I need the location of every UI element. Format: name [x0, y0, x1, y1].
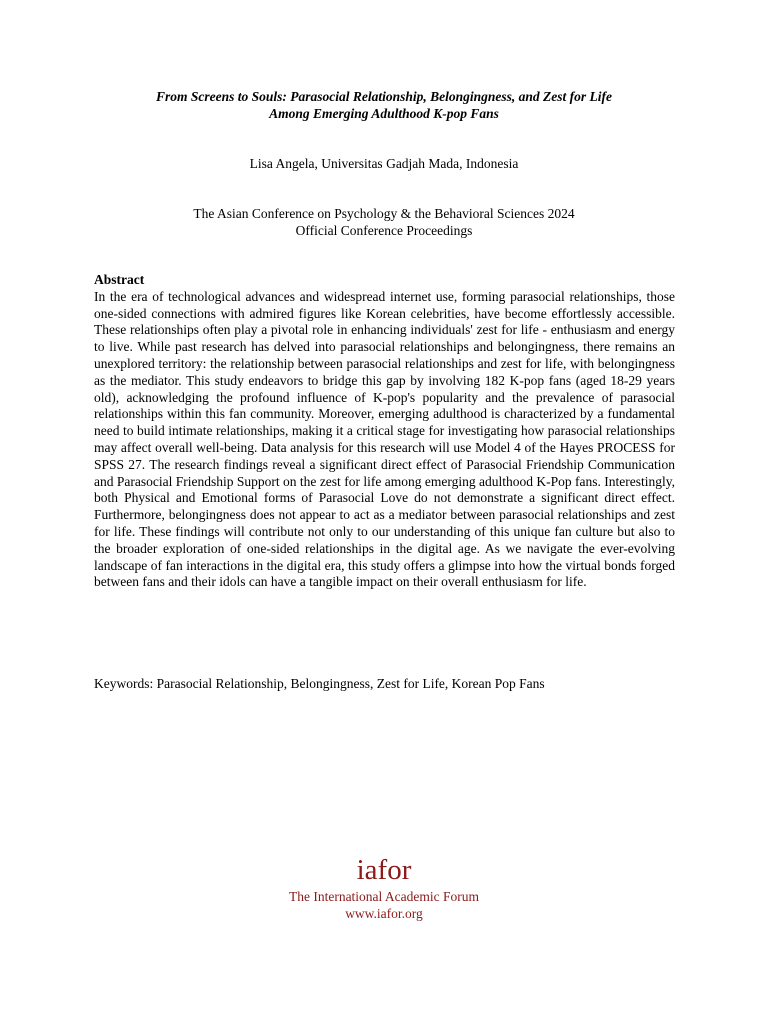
conference-info	[60, 205, 708, 239]
keywords: Keywords: Parasocial Relationship, Belongingness, Zest for Life, Korean Pop Fans	[94, 676, 545, 691]
title-line-2: Among Emerging Adulthood K-pop Fans	[269, 106, 499, 121]
iafor-logo: iafor	[356, 854, 412, 886]
website-url: www.iafor.org	[345, 906, 423, 921]
title-line-1: From Screens to Souls: Parasocial Relationship, Belongingness, and Zest for Life	[155, 89, 613, 104]
abstract-section	[94, 272, 675, 591]
author-affiliation: Lisa Angela, Universitas Gadjah Mada, Indonesia	[249, 156, 519, 171]
publisher-footer	[60, 852, 708, 922]
conference-name: The Asian Conference on Psychology & the Behavioral Sciences 2024	[193, 206, 575, 221]
paper-title	[60, 88, 708, 122]
abstract-body: In the era of technological advances and widespread internet use, forming parasocial relationships, those one-sided connections with admired figures like Korean celebrities, have become effortlessly accessible. These relationships often play a pivotal role in enhancing individuals' zest for life - enthusiasm and energy to live. While past research has delved into parasocial relationships and belongingness, there remains an unexplored territory: the relationship between parasocial relationships and zest for life, with belongingness as the mediator. This study endeavors to bridge this gap by involving 182 K-pop fans (aged 18-29 years old), acknowledging the profound influence of K-pop's popularity and the prevalence of parasocial relationships within this fan community. Moreover, emerging adulthood is characterized by a fundamental need to build intimate relationships, making it a critical stage for investigating how parasocial relationships may affect overall well-being. Data analysis for this research will use Model 4 of the Hayes PROCESS for SPSS 27. The research findings reveal a significant direct effect of Parasocial Friendship Communication and Parasocial Friendship Support on the zest for life among emerging adulthood K-Pop fans. Interestingly, both Physical and Emotional forms of Parasocial Love do not demonstrate a significant direct effect. Furthermore, belongingness does not appear to act as a mediator between parasocial relationships and zest for life. These findings will contribute not only to our understanding of this unique fan culture but also to the broader exploration of one-sided relationships in the digital age. As we navigate the ever-evolving landscape of fan interactions in the digital era, this study offers a glimpse into how the virtual bonds forged between fans and their idols can have a tangible impact on their overall enthusiasm for life.	[94, 288, 675, 590]
organization-name: The International Academic Forum	[288, 889, 480, 904]
abstract-heading: Abstract	[94, 272, 145, 287]
proceedings-label: Official Conference Proceedings	[295, 223, 473, 238]
